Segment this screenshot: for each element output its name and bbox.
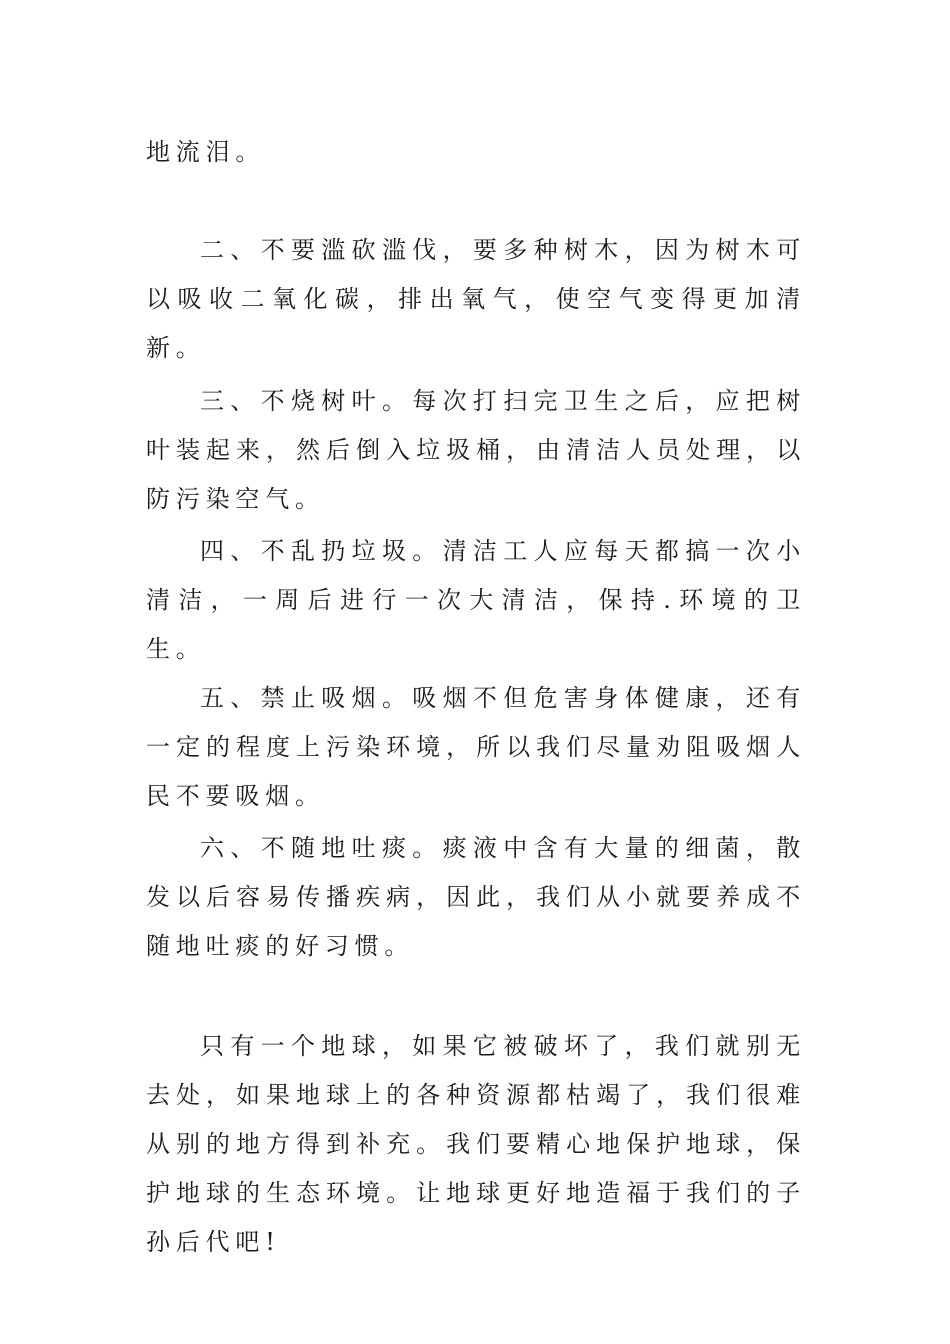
paragraph-item-6: 六、不随地吐痰。痰液中含有大量的细菌，散发以后容易传播疾病，因此，我们从小就要养成不随地吐痰的好习惯。 [146, 834, 806, 960]
paragraph-item-2: 二、不要滥砍滥伐，要多种树木，因为树木可以吸收二氧化碳，排出氧气，使空气变得更加清新。 [146, 236, 806, 362]
paragraph-conclusion: 只有一个地球，如果它被破坏了，我们就别无去处，如果地球上的各种资源都枯竭了，我们很难从别的地方得到补充。我们要精心地保护地球，保护地球的生态环境。让地球更好地造福于我们的子孙后代吧! [146, 1032, 806, 1256]
paragraph-item-3: 三、不烧树叶。每次打扫完卫生之后，应把树叶装起来，然后倒入垃圾桶，由清洁人员处理，以防污染空气。 [146, 387, 806, 513]
paragraph-item-4: 四、不乱扔垃圾。清洁工人应每天都搞一次小清洁，一周后进行一次大清洁，保持.环境的卫生。 [146, 537, 806, 663]
paragraph-continuation: 地流泪。 [146, 138, 266, 166]
paragraph-item-5: 五、禁止吸烟。吸烟不但危害身体健康，还有一定的程度上污染环境，所以我们尽量劝阻吸烟人民不要吸烟。 [146, 684, 806, 810]
